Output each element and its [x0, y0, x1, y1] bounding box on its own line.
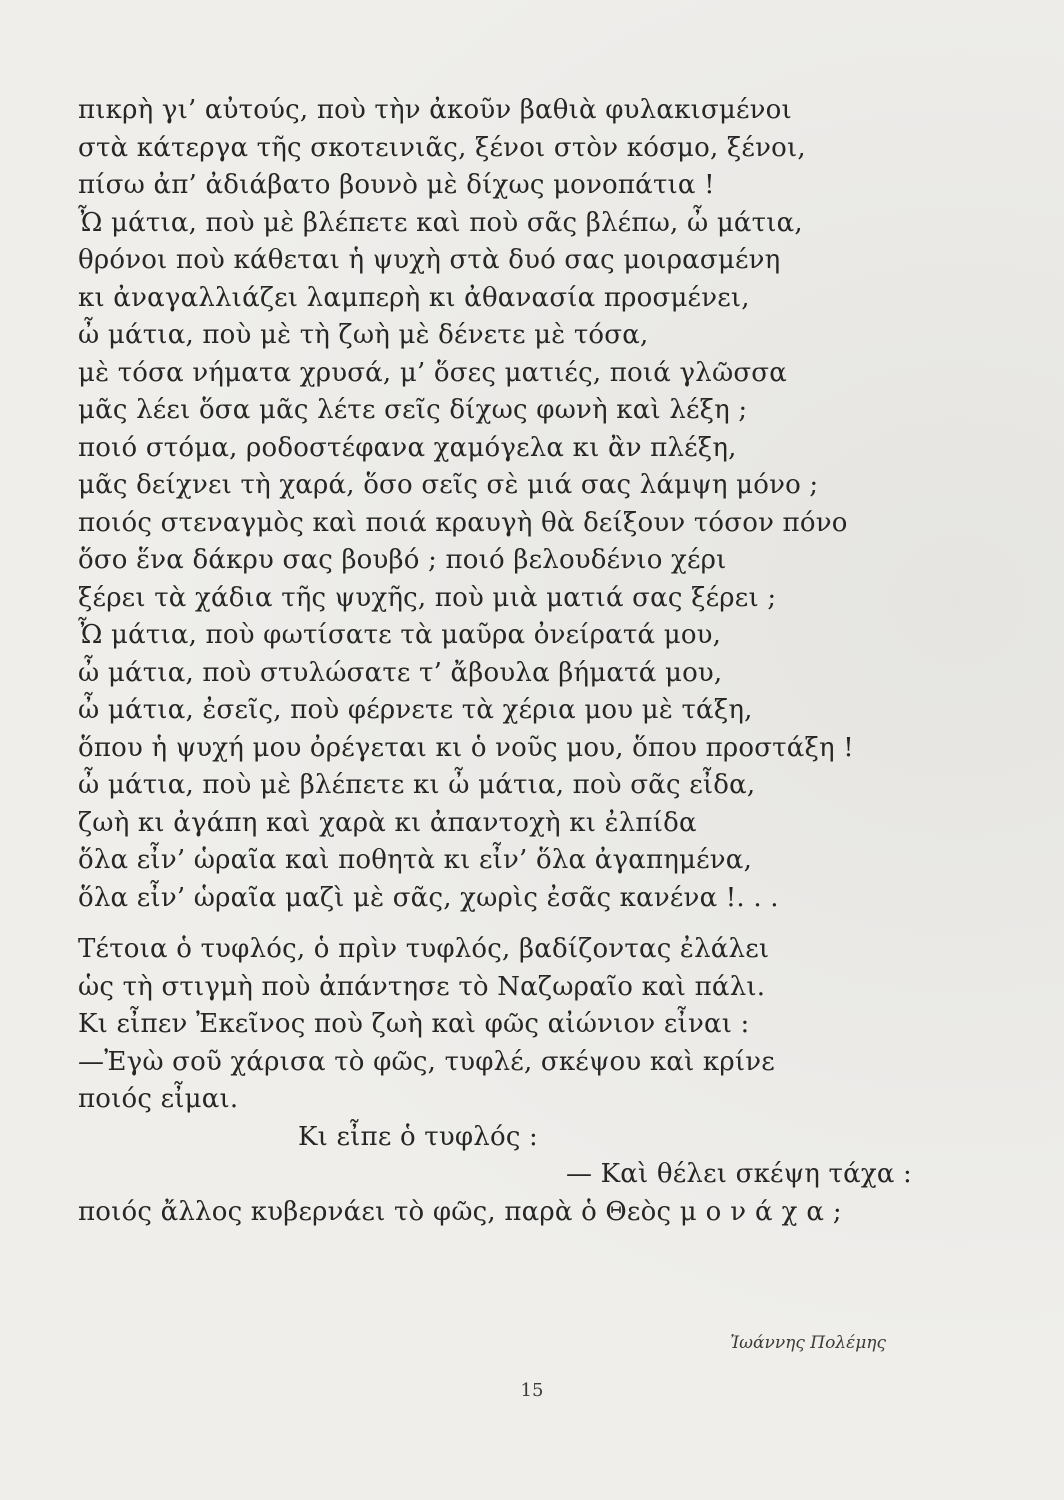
poem-last-line-spaced-word: μονάχα; [679, 1196, 851, 1227]
poem-last-line [78, 1194, 938, 1232]
poem-line: στὰ κάτεργα τῆς σκοτεινιᾶς, ξένοι στὸν κόσμο, ξένοι, [78, 132, 806, 163]
poem-text [78, 92, 938, 1231]
poem-line: ὦ μάτια, ἐσεῖς, ποὺ φέρνετε τὰ χέρια μου μὲ τάξη, [78, 695, 753, 725]
poem-line: πικρὴ γι’ αὐτούς, ποὺ τὴν ἀκοῦν βαθιὰ φυλακισμένοι [78, 95, 792, 125]
poem-line: ξέρει τὰ χάδια τῆς ψυχῆς, ποὺ μιὰ ματιά σας ξέρει ; [78, 582, 777, 613]
poem-line: ὡς τὴ στιγμὴ ποὺ ἀπάντησε τὸ Ναζωραῖο καὶ πάλι. [78, 971, 766, 1002]
poem-line: ὦ μάτια, ποὺ στυλώσατε τ’ ἄβουλα βήματά μου, [78, 657, 723, 688]
poem-line-indented: — Καὶ θέλει σκέψη τάχα : [566, 1159, 913, 1189]
poem-line-indented: Κι εἶπε ὁ τυφλός : [298, 1121, 538, 1152]
poem-line: Ὦ μάτια, ποὺ φωτίσατε τὰ μαῦρα ὀνείρατά μου, [78, 620, 722, 650]
poem-line: ζωὴ κι ἀγάπη καὶ χαρὰ κι ἀπαντοχὴ κι ἐλπίδα [78, 807, 697, 838]
poem-line: ὦ μάτια, ποὺ μὲ τὴ ζωὴ μὲ δένετε μὲ τόσα, [78, 320, 649, 350]
poem-line: Τέτοια ὁ τυφλός, ὁ πρὶν τυφλός, βαδίζοντας ἐλάλει [78, 934, 770, 964]
author-signature: Ἰωάννης Πολέμης [730, 1333, 886, 1353]
poem-line: μᾶς δείχνει τὴ χαρά, ὅσο σεῖς σὲ μιά σας λάμψη μόνο ; [78, 470, 819, 500]
stanza-1 [78, 92, 938, 917]
poem-line: μᾶς λέει ὅσα μᾶς λέτε σεῖς δίχως φωνὴ καὶ λέξη ; [78, 395, 748, 425]
poem-line: ποιό στόμα, ροδοστέφανα χαμόγελα κι ἂν πλέξη, [78, 432, 737, 463]
poem-line: Κι εἶπεν Ἐκεῖνος ποὺ ζωὴ καὶ φῶς αἰώνιον εἶναι : [78, 1009, 750, 1039]
poem-line: ὅπου ἡ ψυχή μου ὀρέγεται κι ὁ νοῦς μου, ὅπου προστάξη ! [78, 732, 854, 763]
page-number: 15 [520, 1380, 544, 1401]
poem-line: μὲ τόσα νήματα χρυσά, μ’ ὅσες ματιές, ποιά γλῶσσα [78, 357, 787, 388]
poem-line: ὅλα εἶν’ ὡραῖα καὶ ποθητὰ κι εἶν’ ὅλα ἀγαπημένα, [78, 845, 753, 875]
stanza-gap [78, 917, 938, 931]
poem-line: ποιός εἶμαι. [78, 1084, 239, 1114]
stanza-2 [78, 931, 938, 1231]
poem-line: θρόνοι ποὺ κάθεται ἡ ψυχὴ στὰ δυό σας μοιρασμένη [78, 245, 781, 275]
poem-last-line-start: ποιός ἄλλος κυβερνάει τὸ φῶς, παρὰ ὁ Θεὸς [78, 1196, 680, 1227]
poem-line: —Ἐγὼ σοῦ χάρισα τὸ φῶς, τυφλέ, σκέψου καὶ κρίνε [78, 1046, 775, 1077]
poem-line: ποιός στεναγμὸς καὶ ποιά κραυγὴ θὰ δείξουν τόσον πόνο [78, 507, 848, 538]
poem-line: ὦ μάτια, ποὺ μὲ βλέπετε κι ὦ μάτια, ποὺ σᾶς εἶδα, [78, 770, 756, 800]
poem-line: ὅλα εἶν’ ὡραῖα μαζὶ μὲ σᾶς, χωρὶς ἐσᾶς κανένα !. . . [78, 882, 779, 913]
poem-line: κι ἀναγαλλιάζει λαμπερὴ κι ἀθανασία προσμένει, [78, 282, 750, 313]
poem-line: Ὦ μάτια, ποὺ μὲ βλέπετε καὶ ποὺ σᾶς βλέπω, ὦ μάτια, [78, 207, 803, 238]
poem-line: ὅσο ἕνα δάκρυ σας βουβό ; ποιό βελουδένιο χέρι [78, 545, 727, 575]
poem-line: πίσω ἀπ’ ἀδιάβατο βουνὸ μὲ δίχως μονοπάτια ! [78, 170, 715, 200]
